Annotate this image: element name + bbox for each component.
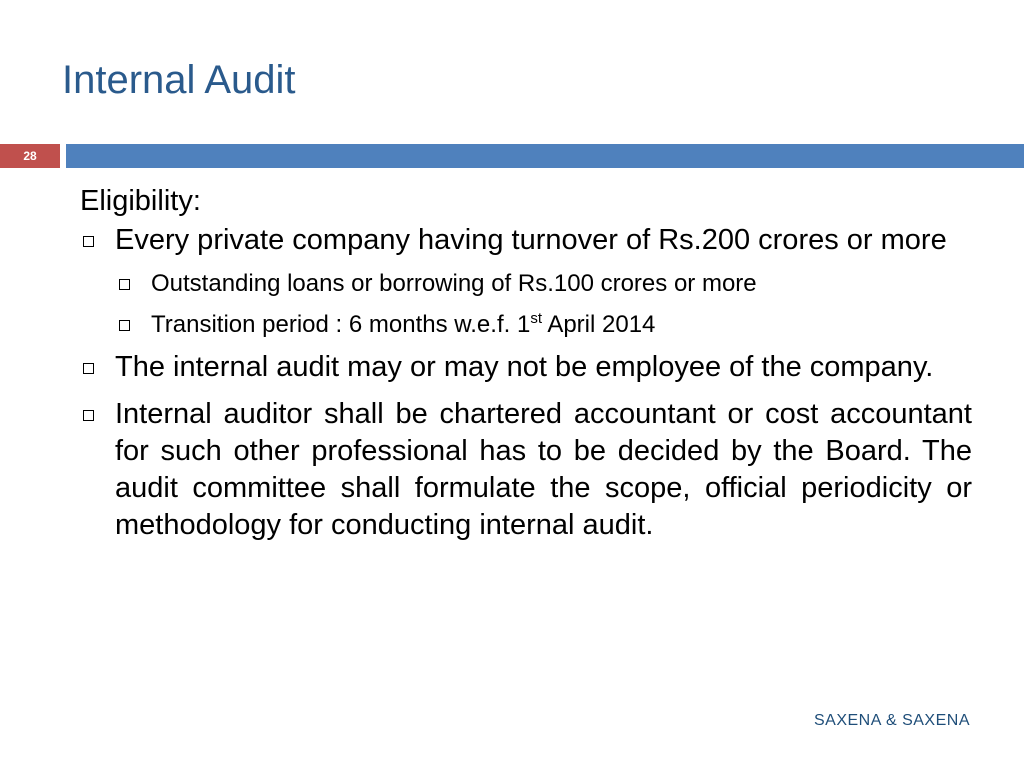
bullet-employee-text: The internal audit may or may not be employee of the company. bbox=[115, 351, 934, 383]
hollow-square-bullet-icon bbox=[83, 236, 94, 247]
slide-title: Internal Audit bbox=[62, 58, 296, 102]
sub-bullet-transition-text: Transition period : 6 months w.e.f. 1 bbox=[151, 311, 531, 338]
bullet-qualification-text: Internal auditor shall be chartered accountant or cost accountant for such other professional has to be decided by the Board. The audit committee shall formulate the scope, official periodicity or methodology for conducting internal audit. bbox=[115, 398, 972, 541]
hollow-square-bullet-icon bbox=[83, 410, 94, 421]
sub-bullet-list bbox=[115, 263, 972, 345]
bullet-turnover-text: Every private company having turnover of Rs.200 crores or more bbox=[115, 224, 947, 256]
hollow-square-bullet-icon bbox=[119, 279, 130, 290]
sub-bullet-loans bbox=[115, 263, 972, 304]
footer-brand: SAXENA & SAXENA bbox=[813, 712, 970, 729]
bullet-employee bbox=[80, 349, 972, 386]
hollow-square-bullet-icon bbox=[119, 320, 130, 331]
slide-number-badge bbox=[0, 144, 60, 168]
hollow-square-bullet-icon bbox=[83, 363, 94, 374]
bullet-turnover bbox=[80, 222, 972, 259]
bullet-qualification bbox=[80, 396, 972, 544]
sub-bullet-loans-text: Outstanding loans or borrowing of Rs.100 crores or more bbox=[151, 270, 757, 297]
title-divider-bar bbox=[66, 144, 1024, 168]
slide-number: 28 bbox=[23, 149, 37, 163]
sub-bullet-transition-date: April 2014 bbox=[541, 311, 656, 338]
ordinal-superscript: st bbox=[530, 310, 542, 327]
sub-bullet-transition bbox=[115, 304, 972, 345]
eligibility-heading: Eligibility: bbox=[80, 185, 201, 217]
slide-body bbox=[80, 182, 972, 544]
